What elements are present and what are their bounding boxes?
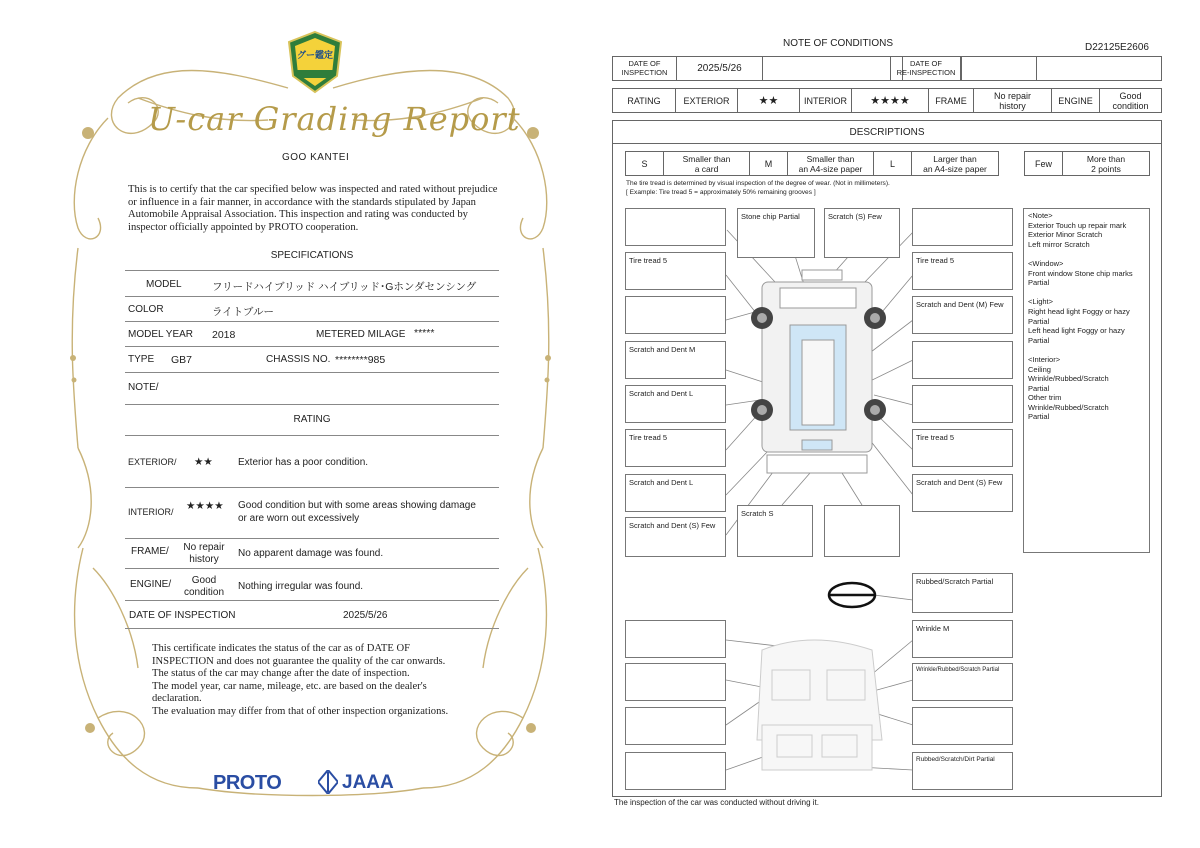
divider bbox=[125, 628, 499, 629]
goo-kantei-seal bbox=[287, 30, 343, 94]
exterior-header: EXTERIOR bbox=[676, 89, 738, 112]
description-line: <Interior> bbox=[1028, 354, 1061, 364]
empty-condition-box bbox=[824, 505, 900, 557]
date-of-inspection-header bbox=[613, 57, 677, 80]
jaaa-logo-text: JAAA bbox=[342, 772, 394, 793]
type-value: GB7 bbox=[171, 354, 193, 366]
date-of-reinspection-header bbox=[890, 56, 962, 81]
interior-description-line2: or are worn out excessively bbox=[238, 513, 360, 524]
legend-text: an A4-size paper bbox=[798, 163, 863, 174]
description-line: Wrinkle/Rubbed/Scratch bbox=[1028, 374, 1109, 384]
legend-few-desc bbox=[1063, 152, 1149, 175]
interior-label: INTERIOR/ bbox=[128, 507, 174, 517]
few-legend bbox=[1024, 151, 1150, 176]
footer-line: The evaluation may differ from that of other inspection organizations. bbox=[152, 705, 449, 717]
exterior-stars: ★★ bbox=[738, 89, 800, 112]
tire-tread-example: [ Example: Tire tread 5 = approximately 50% remaining grooves ] bbox=[626, 189, 816, 196]
description-line: Other trim bbox=[1028, 393, 1062, 403]
description-line: Left mirror Scratch bbox=[1028, 239, 1090, 249]
description-line bbox=[1028, 345, 1145, 355]
tire-tread-fr-box: Tire tread 5 bbox=[912, 252, 1013, 290]
steering-wheel-icon bbox=[829, 583, 875, 607]
description-line: <Light> bbox=[1028, 297, 1054, 307]
rubbed-scratch-box: Rubbed/Scratch Partial bbox=[912, 573, 1013, 613]
header-text: DATE OF bbox=[628, 59, 661, 68]
frame-label: FRAME/ bbox=[131, 546, 169, 557]
cell-divider bbox=[1036, 56, 1037, 81]
frame-header: FRAME bbox=[929, 89, 974, 112]
inspection-disclaimer: The inspection of the car was conducted without driving it. bbox=[614, 798, 819, 807]
divider bbox=[125, 372, 499, 373]
date-of-inspection-value: 2025/5/26 bbox=[343, 610, 388, 621]
proto-logo bbox=[213, 772, 281, 795]
empty-condition-box bbox=[625, 620, 726, 658]
description-line: Exterior Touch up repair mark bbox=[1028, 220, 1127, 230]
divider bbox=[125, 600, 499, 601]
engine-header: ENGINE bbox=[1052, 89, 1100, 112]
empty-condition-box bbox=[625, 208, 726, 246]
certification-statement: This is to certify that the car specified below was inspected and rated without prejudice or influence in a fair manner, in accordance with the standards stipulated by Japan Automobile Appraisal Association. This inspection and rating was conducted by inspector officially appointed by PROTO cooperation. bbox=[128, 184, 498, 233]
description-line: Wrinkle/Rubbed/Scratch bbox=[1028, 402, 1109, 412]
divider bbox=[125, 568, 499, 569]
legend-l: L bbox=[874, 152, 912, 175]
divider bbox=[125, 435, 499, 436]
description-line bbox=[1028, 249, 1145, 259]
chassis-value: ********985 bbox=[335, 354, 386, 366]
tire-tread-rl-box: Tire tread 5 bbox=[625, 429, 726, 467]
header-text: DATE OF bbox=[910, 59, 942, 68]
exterior-description: Exterior has a poor condition. bbox=[238, 457, 369, 468]
rating-header: RATING bbox=[613, 89, 676, 112]
scratch-dent-l-rear-box: Scratch and Dent L bbox=[625, 474, 726, 512]
divider bbox=[125, 321, 499, 322]
scratch-dent-l-box: Scratch and Dent L bbox=[625, 385, 726, 423]
empty-condition-box bbox=[912, 341, 1013, 379]
divider bbox=[125, 346, 499, 347]
footer-line: This certificate indicates the status of the car as of DATE OF bbox=[152, 643, 410, 654]
empty-cell bbox=[763, 57, 891, 80]
interior-description-line1: Good condition but with some areas showing damage bbox=[238, 500, 476, 511]
legend-few: Few bbox=[1025, 152, 1063, 175]
legend-text: an A4-size paper bbox=[923, 163, 987, 174]
report-title: U-car Grading Report bbox=[148, 100, 521, 138]
interior-stars: ★★★★ bbox=[186, 500, 224, 512]
empty-condition-box bbox=[912, 385, 1013, 423]
empty-condition-box bbox=[912, 707, 1013, 745]
car-top-view bbox=[762, 270, 872, 473]
legend-text: a card bbox=[694, 163, 719, 174]
legend-s-desc bbox=[664, 152, 750, 175]
metered-milage-value: ***** bbox=[414, 327, 435, 339]
legend-text: Smaller than bbox=[682, 153, 731, 164]
report-subtitle: GOO KANTEI bbox=[282, 152, 350, 163]
frame-value bbox=[974, 89, 1052, 112]
scratch-dent-s-few-right-box: Scratch and Dent (S) Few bbox=[912, 474, 1013, 512]
tire-tread-fl-box: Tire tread 5 bbox=[625, 252, 726, 290]
model-year-label: MODEL YEAR bbox=[128, 329, 194, 340]
frame-value-line2: history bbox=[189, 554, 219, 565]
footer-line: The status of the car may change after the date of inspection. bbox=[152, 668, 410, 680]
divider bbox=[125, 487, 499, 488]
legend-text: 2 points bbox=[1091, 163, 1121, 174]
legend-m-desc bbox=[788, 152, 874, 175]
frame-value-line1: No repair bbox=[183, 542, 225, 553]
empty-condition-box bbox=[625, 707, 726, 745]
description-line: Partial bbox=[1028, 316, 1050, 326]
engine-label: ENGINE/ bbox=[130, 579, 172, 590]
engine-value bbox=[1100, 89, 1161, 112]
size-legend bbox=[625, 151, 999, 176]
value-text: history bbox=[999, 100, 1026, 111]
value-text: condition bbox=[1112, 100, 1149, 111]
empty-condition-box bbox=[625, 663, 726, 701]
empty-condition-box bbox=[625, 296, 726, 334]
description-line: Front window Stone chip marks bbox=[1028, 268, 1133, 278]
description-notes-panel bbox=[1023, 208, 1150, 553]
model-value: フリードハイブリッド ハイブリッド･Gホンダセンシング bbox=[212, 281, 477, 293]
header-text: RE-INSPECTION bbox=[896, 67, 956, 77]
empty-condition-box bbox=[912, 208, 1013, 246]
header-text: INSPECTION bbox=[621, 67, 668, 77]
color-label: COLOR bbox=[128, 304, 164, 315]
type-label: TYPE bbox=[128, 354, 155, 365]
exterior-stars: ★★ bbox=[194, 456, 213, 468]
stone-chip-box: Stone chip Partial bbox=[737, 208, 815, 258]
footer-line: The model year, car name, mileage, etc. are based on the dealer's bbox=[152, 680, 427, 692]
wrinkle-m-box: Wrinkle M bbox=[912, 620, 1013, 658]
frame-description: No apparent damage was found. bbox=[238, 548, 384, 559]
color-value: ライトブルー bbox=[212, 306, 274, 318]
divider bbox=[125, 296, 499, 297]
description-line bbox=[1028, 288, 1145, 298]
description-line: Right head light Foggy or hazy bbox=[1028, 306, 1130, 316]
tire-tread-note: The tire tread is determined by visual inspection of the degree of wear. (Not in millimeters). bbox=[626, 180, 890, 187]
scratch-dent-m-box: Scratch and Dent M bbox=[625, 341, 726, 379]
rating-heading: RATING bbox=[293, 414, 331, 425]
legend-text: More than bbox=[1086, 153, 1126, 164]
tire-tread-rr-box: Tire tread 5 bbox=[912, 429, 1013, 467]
divider bbox=[125, 538, 499, 539]
date-of-inspection-label: DATE OF INSPECTION bbox=[129, 610, 236, 621]
description-line: Ceiling bbox=[1028, 364, 1051, 374]
document-code: D22125E2606 bbox=[1085, 42, 1149, 53]
description-line: <Window> bbox=[1028, 258, 1064, 268]
description-line: Left head light Foggy or hazy bbox=[1028, 326, 1125, 336]
rating-row bbox=[612, 88, 1162, 113]
seal-badge-text: グー鑑定 bbox=[296, 50, 333, 60]
value-text: No repair bbox=[993, 90, 1031, 101]
proto-logo-text: PROTO bbox=[213, 772, 282, 794]
empty-condition-box bbox=[625, 752, 726, 790]
metered-milage-label: METERED MILAGE bbox=[316, 329, 406, 340]
footer-line: declaration. bbox=[152, 693, 202, 705]
legend-s: S bbox=[626, 152, 664, 175]
description-line: Partial bbox=[1028, 412, 1050, 422]
model-year-value: 2018 bbox=[212, 329, 236, 341]
inspection-dates-row bbox=[612, 56, 1162, 81]
interior-header: INTERIOR bbox=[800, 89, 852, 112]
exterior-label: EXTERIOR/ bbox=[128, 457, 177, 467]
description-line: Partial bbox=[1028, 383, 1050, 393]
chassis-label: CHASSIS NO. bbox=[266, 354, 331, 365]
legend-m: M bbox=[750, 152, 788, 175]
description-line: Exterior Minor Scratch bbox=[1028, 230, 1103, 240]
description-line: <Note> bbox=[1028, 211, 1053, 220]
divider bbox=[125, 270, 499, 271]
scratch-s-box: Scratch S bbox=[737, 505, 813, 557]
legend-text: Smaller than bbox=[806, 153, 855, 164]
engine-value-line1: Good bbox=[191, 575, 217, 586]
description-line: Partial bbox=[1028, 335, 1050, 345]
scratch-s-few-box: Scratch (S) Few bbox=[824, 208, 900, 258]
engine-description: Nothing irregular was found. bbox=[238, 581, 364, 592]
wrinkle-rubbed-box: Wrinkle/Rubbed/Scratch Partial bbox=[912, 663, 1013, 701]
description-line: Partial bbox=[1028, 278, 1050, 288]
rubbed-scratch-dirt-box: Rubbed/Scratch/Dirt Partial bbox=[912, 752, 1013, 790]
scratch-dent-m-few-box: Scratch and Dent (M) Few bbox=[912, 296, 1013, 334]
specifications-heading: SPECIFICATIONS bbox=[270, 250, 354, 261]
car-interior-view bbox=[757, 640, 882, 770]
note-label: NOTE/ bbox=[128, 382, 159, 393]
divider bbox=[125, 404, 499, 405]
legend-text: Larger than bbox=[933, 153, 977, 164]
scratch-dent-s-few-left-box: Scratch and Dent (S) Few bbox=[625, 517, 726, 557]
legend-l-desc bbox=[912, 152, 998, 175]
sheet-title: NOTE OF CONDITIONS bbox=[783, 38, 893, 49]
footer-line: INSPECTION and does not guarantee the quality of the car onwards. bbox=[152, 655, 446, 667]
date-of-inspection-value: 2025/5/26 bbox=[677, 57, 763, 80]
certificate-footer bbox=[152, 643, 482, 719]
model-label: MODEL bbox=[146, 279, 182, 290]
jaaa-emblem-icon bbox=[318, 770, 338, 794]
descriptions-heading: DESCRIPTIONS bbox=[612, 120, 1162, 144]
value-text: Good bbox=[1119, 90, 1142, 101]
engine-value-line2: condition bbox=[183, 587, 225, 598]
interior-stars: ★★★★ bbox=[852, 89, 929, 112]
